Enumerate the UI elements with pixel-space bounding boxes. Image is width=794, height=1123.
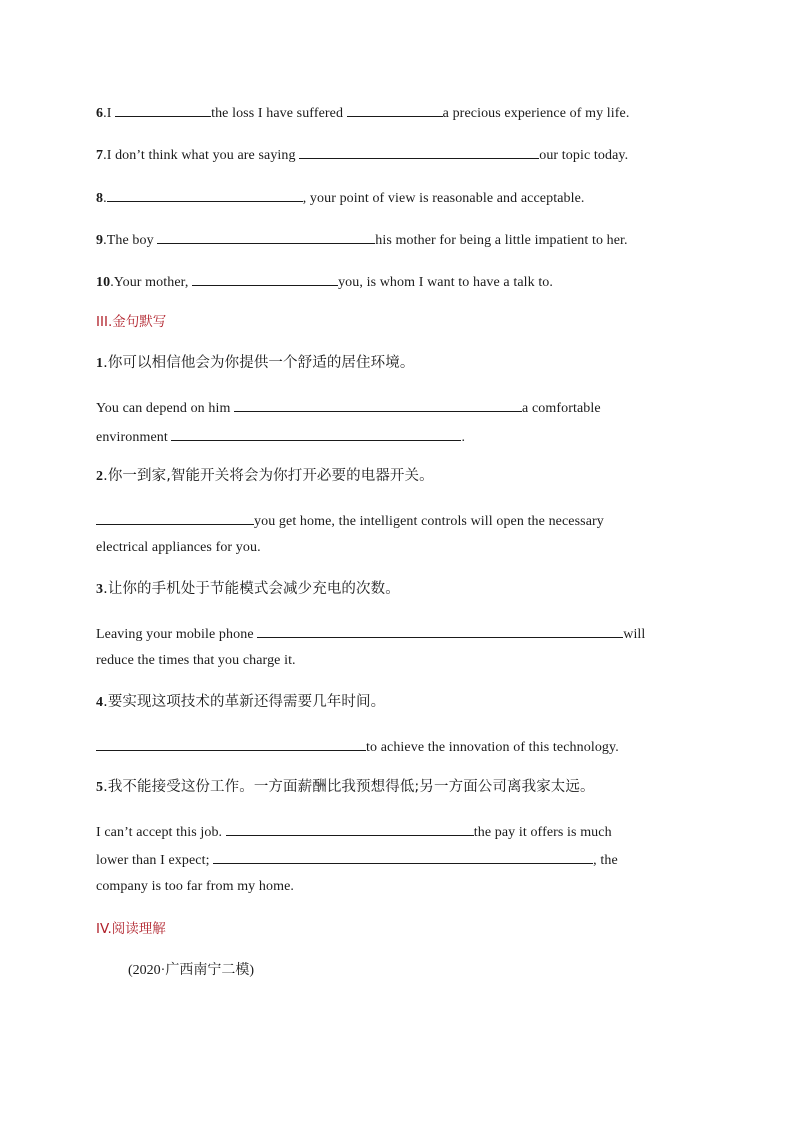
- sentence-9: 9.The boy his mother for being a little impatient to her.: [96, 229, 628, 250]
- item-3-chinese: 3.让你的手机处于节能模式会减少充电的次数。: [96, 581, 400, 597]
- section-heading: III.金句默写: [96, 314, 167, 330]
- answer-blank[interactable]: [347, 102, 443, 117]
- item-2-line-2: electrical appliances for you.: [96, 540, 261, 555]
- item-4-line-1: to achieve the innovation of this technology.: [96, 736, 619, 757]
- answer-blank[interactable]: [96, 510, 254, 525]
- item-2-chinese: 2.你一到家,智能开关将会为你打开必要的电器开关。: [96, 468, 434, 484]
- item-5-line-2: lower than I expect; , the: [96, 849, 618, 870]
- item-2-line-1: you get home, the intelligent controls will open the necessary: [96, 510, 604, 531]
- sentence-6: 6.I the loss I have suffered a precious experience of my life.: [96, 102, 629, 123]
- sentence-7: 7.I don’t think what you are saying our topic today.: [96, 144, 628, 165]
- answer-blank[interactable]: [171, 426, 461, 441]
- answer-blank[interactable]: [192, 271, 338, 286]
- sentence-10: 10.Your mother, you, is whom I want to have a talk to.: [96, 271, 553, 292]
- item-5-chinese: 5.我不能接受这份工作。一方面薪酬比我预想得低;另一方面公司离我家太远。: [96, 779, 595, 795]
- answer-blank[interactable]: [299, 144, 539, 159]
- answer-blank[interactable]: [107, 187, 303, 202]
- item-1-chinese: 1.你可以相信他会为你提供一个舒适的居住环境。: [96, 355, 415, 371]
- item-5-line-3: company is too far from my home.: [96, 879, 294, 894]
- answer-blank[interactable]: [234, 397, 522, 412]
- answer-blank[interactable]: [96, 736, 366, 751]
- item-1-line-2: environment .: [96, 426, 465, 447]
- item-3-line-2: reduce the times that you charge it.: [96, 653, 296, 668]
- sentence-8: 8. , your point of view is reasonable and acceptable.: [96, 187, 585, 208]
- answer-blank[interactable]: [257, 623, 623, 638]
- answer-blank[interactable]: [157, 229, 375, 244]
- item-3-line-1: Leaving your mobile phone will: [96, 623, 645, 644]
- answer-blank[interactable]: [115, 102, 211, 117]
- answer-blank[interactable]: [226, 821, 474, 836]
- item-4-chinese: 4.要实现这项技术的革新还得需要几年时间。: [96, 694, 386, 710]
- item-5-line-1: I can’t accept this job. the pay it offers is much: [96, 821, 612, 842]
- answer-blank[interactable]: [213, 849, 593, 864]
- item-1-line-1: You can depend on him a comfortable: [96, 397, 601, 418]
- source-note: (2020·广西南宁二模): [128, 963, 254, 978]
- section-heading: IV.阅读理解: [96, 921, 166, 937]
